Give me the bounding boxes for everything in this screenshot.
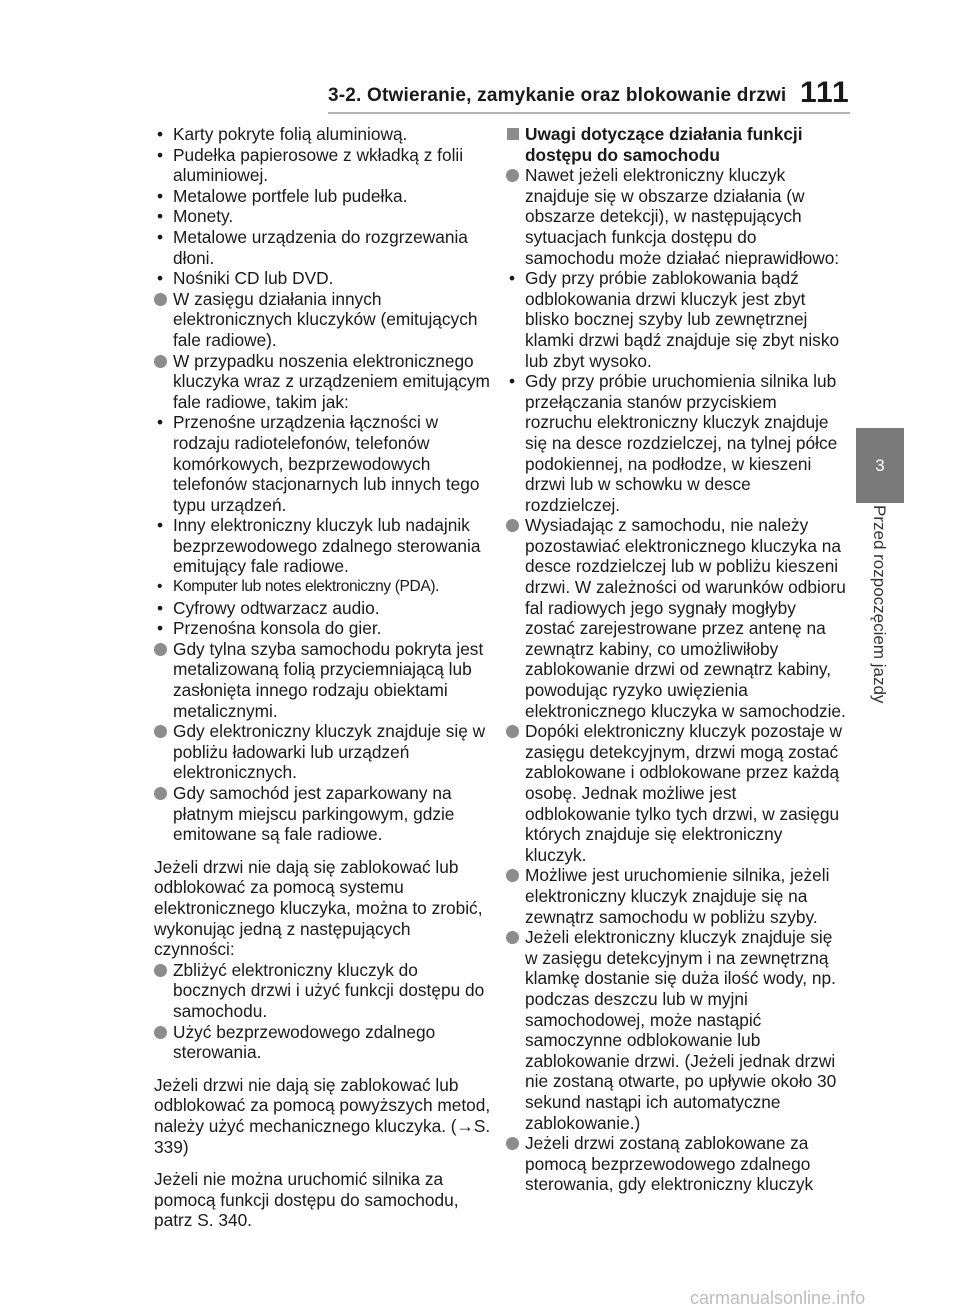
list-item: • Monety.: [154, 206, 492, 227]
section-title: 3-2. Otwieranie, zamykanie oraz blokowanie drzwi: [328, 85, 787, 106]
list-item: • Karty pokryte folią aluminiową.: [154, 124, 492, 145]
list-item: • Gdy przy próbie zablokowania bądź odblokowania drzwi kluczyk jest zbyt blisko bocznej szyby lub zewnętrznej klamki drzwi bądź znajduje się zbyt nisko lub zbyt wysoko.: [506, 268, 846, 371]
list-item: • Metalowe portfele lub pudełka.: [154, 186, 492, 207]
circle-item: W zasięgu działania innych elektronicznych kluczyków (emitujących fale radiowe).: [154, 289, 492, 351]
circle-item: Dopóki elektroniczny kluczyk pozostaje w zasięgu detekcyjnym, drzwi mogą zostać zablokowane i odblokowane przez każdą osobę. Jednak możliwe jest odblokowanie tylko tych drzwi, w zasięgu których znajduje się elektroniczny kluczyk.: [506, 721, 846, 865]
list-item: • Przenośna konsola do gier.: [154, 618, 492, 639]
circle-item: W przypadku noszenia elektronicznego kluczyka wraz z urządzeniem emitującym fale radiowe, takim jak:: [154, 351, 492, 413]
page-number: 111: [800, 76, 850, 109]
list-item: • Komputer lub notes elektroniczny (PDA).: [154, 577, 492, 598]
circle-item: Gdy elektroniczny kluczyk znajduje się w pobliżu ładowarki lub urządzeń elektronicznych.: [154, 721, 492, 783]
watermark-text: carmanualsonline.info: [690, 1288, 866, 1308]
circle-item: Nawet jeżeli elektroniczny kluczyk znajduje się w obszarze działania (w obszarze detekcji), w następujących sytuacjach funkcja dostępu do samochodu może działać nieprawidłowo:: [506, 165, 846, 268]
right-column: [506, 124, 846, 1195]
header-rule: [328, 112, 850, 114]
circle-item: Jeżeli drzwi zostaną zablokowane za pomocą bezprzewodowego zdalnego sterowania, gdy elektroniczny kluczyk: [506, 1133, 846, 1195]
chapter-side-title-text: Przed rozpoczęciem jazdy: [870, 505, 889, 704]
page-header: [0, 0, 960, 115]
circle-item: Jeżeli elektroniczny kluczyk znajduje się w zasięgu detekcyjnym i na zewnętrzną klamkę dostanie się duża ilość wody, np. podczas deszczu lub w myjni samochodowej, może nastąpić samoczynne odblokowanie lub zablokowanie drzwi. (Jeżeli jednak drzwi nie zostaną otwarte, po upływie około 30 sekund nastąpi ich automatyczne zablokowanie.): [506, 927, 846, 1133]
chapter-side-title: [864, 505, 894, 740]
paragraph: Jeżeli drzwi nie dają się zablokować lub odblokować za pomocą systemu elektronicznego kluczyka, można to zrobić, wykonując jedną z następujących czynności:: [154, 856, 483, 960]
list-item: • Nośniki CD lub DVD.: [154, 268, 492, 289]
circle-item: Użyć bezprzewodowego zdalnego sterowania.: [154, 1022, 492, 1063]
circle-item: Możliwe jest uruchomienie silnika, jeżeli elektroniczny kluczyk znajduje się na zewnątrz samochodu w pobliżu szyby.: [506, 865, 846, 927]
list-item: • Gdy przy próbie uruchomienia silnika lub przełączania stanów przyciskiem rozruchu elektroniczny kluczyk znajduje się na desce rozdzielczej, na tylnej półce podokiennej, na podłodze, w kieszeni drzwi lub w schowku w desce rozdzielczej.: [506, 371, 846, 515]
list-item: • Inny elektroniczny kluczyk lub nadajnik bezprzewodowego zdalnego sterowania emitujący fale radiowe.: [154, 515, 492, 577]
left-column: [154, 124, 492, 1231]
circle-item: Zbliżyć elektroniczny kluczyk do bocznych drzwi i użyć funkcji dostępu do samochodu.: [154, 960, 492, 1022]
paragraph: Jeżeli drzwi nie dają się zablokować lub odblokować za pomocą powyższych metod, należy użyć mechanicznego kluczyka. (→S. 339): [154, 1074, 491, 1157]
list-item: • Pudełka papierosowe z wkładką z folii aluminiowej.: [154, 145, 492, 186]
paragraph: Jeżeli nie można uruchomić silnika za pomocą funkcji dostępu do samochodu, patrz S. 340.: [154, 1169, 459, 1231]
list-item: • Cyfrowy odtwarzacz audio.: [154, 598, 492, 619]
list-item: • Metalowe urządzenia do rozgrzewania dłoni.: [154, 227, 492, 268]
chapter-tab: 3: [856, 428, 904, 503]
circle-item: Gdy tylna szyba samochodu pokryta jest metalizowaną folią przyciemniającą lub zasłonięta innego rodzaju obiektami metalicznymi.: [154, 639, 492, 721]
circle-item: Gdy samochód jest zaparkowany na płatnym miejscu parkingowym, gdzie emitowane są fale radiowe.: [154, 783, 492, 845]
list-item: • Przenośne urządzenia łączności w rodzaju radiotelefonów, telefonów komórkowych, bezprzewodowych telefonów stacjonarnych lub innych tego typu urządzeń.: [154, 412, 492, 515]
circle-item: Wysiadając z samochodu, nie należy pozostawiać elektronicznego kluczyka na desce rozdzielczej lub w pobliżu kieszeni drzwi. W zależności od warunków odbioru fal radiowych jego sygnały mogłyby zostać zarejestrowane przez antenę na zewnątrz kabiny, co umożliwiłoby zablokowanie drzwi od zewnątrz kabiny, powodując ryzyko uwięzienia elektronicznego kluczyka w samochodzie.: [506, 515, 846, 721]
section-heading: Uwagi dotyczące działania funkcji dostępu do samochodu: [506, 124, 846, 165]
